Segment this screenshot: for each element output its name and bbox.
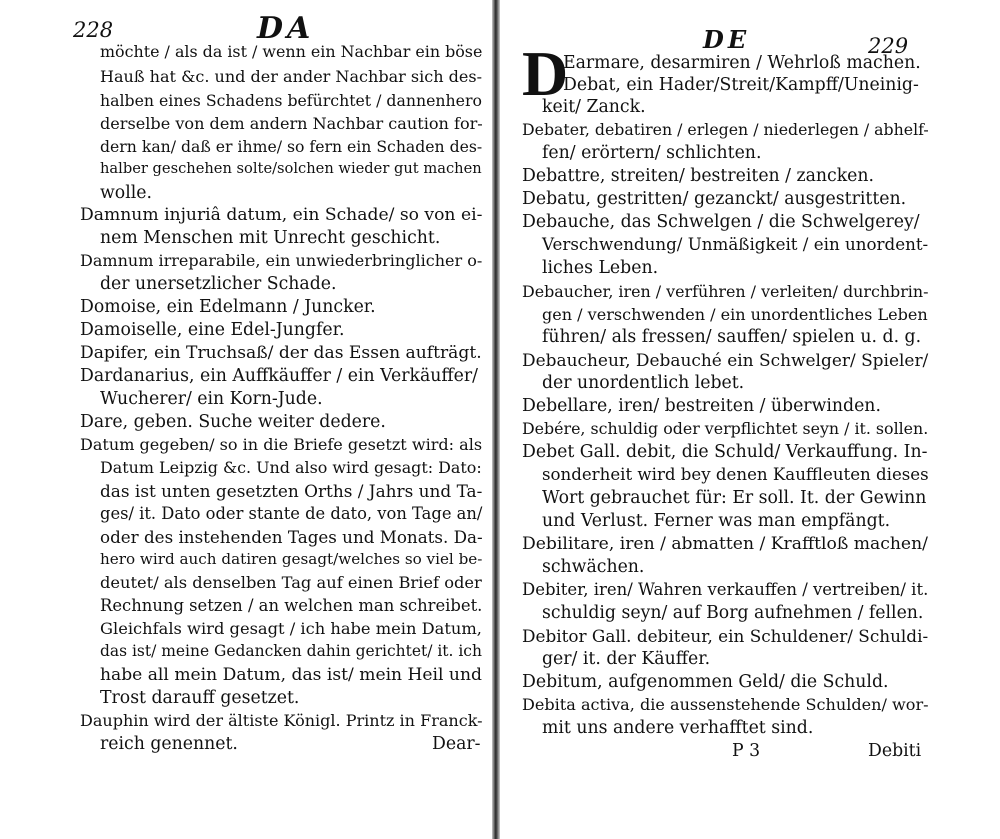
text-line: hero wird auch datiren gesagt/welches so viel be- [100,550,483,568]
text-line: Debitum, aufgenommen Geld/ die Schuld. [522,672,889,692]
text-line: fen/ erörtern/ schlichten. [542,143,762,163]
text-line: Debellare, iren/ bestreiten / überwinden. [522,396,881,416]
text-line: Debauche, das Schwelgen / die Schwelgerey/ [522,212,920,232]
text-line: ger/ it. der Käuffer. [542,649,711,669]
text-line: Debater, debatiren / erlegen / niederlegen / abhelf- [522,120,929,139]
text-line: Earmare, desarmiren / Wehrloß machen. [563,53,921,73]
text-line: das ist unten gesetzten Orths / Jahrs und Ta- [100,481,483,501]
text-line: Wort gebrauchet für: Er soll. It. der Gewinn [542,488,927,508]
signature-mark: P 3 [732,741,761,761]
text-line: Damnum injuriâ datum, ein Schade/ so von ei- [80,205,483,225]
text-line: habe all mein Datum, das ist/ mein Heil und [100,665,482,685]
text-line: Damoiselle, eine Edel-Jungfer. [80,320,345,340]
text-line: halber geschehen solte/solchen wieder gut machen [100,160,482,177]
text-line: gen / verschwenden / ein unordentliches Leben [542,305,928,324]
text-line: halben eines Schadens befürchtet / dannenhero [100,91,482,110]
text-line: und Verlust. Ferner was man empfängt. [542,511,891,531]
text-line: ges/ it. Dato oder stante de dato, von Tage an/ [100,504,483,523]
text-line: Hauß hat &c. und der ander Nachbar sich des- [100,67,483,86]
running-head-left: DA [257,11,315,46]
text-line: Domoise, ein Edelmann / Juncker. [80,297,376,317]
text-line: Trost darauff gesetzet. [100,688,300,708]
text-line: mit uns andere verhafftet sind. [542,718,814,738]
text-line: Datum gegeben/ so in die Briefe gesetzt wird: als [80,435,483,454]
text-line: Wucherer/ ein Korn-Jude. [100,389,323,409]
text-line: das ist/ meine Gedancken dahin gerichtet/ it. ich [100,642,482,660]
text-line: Debatu, gestritten/ gezanckt/ ausgestritten. [522,189,907,209]
text-line: Debiter, iren/ Wahren verkauffen / vertreiben/ it. [522,580,929,599]
text-line: Debattre, streiten/ bestreiten / zancken. [522,166,875,186]
book-gutter [492,0,500,839]
text-line: führen/ als fressen/ sauffen/ spielen u. d. g. [542,327,922,347]
text-line: Debaucheur, Debauché ein Schwelger/ Spieler/ [522,350,929,370]
page-number-right: 229 [868,34,909,58]
text-line: dern kan/ daß er ihme/ so fern ein Schaden des- [100,137,483,156]
text-line: Damnum irreparabile, ein unwiederbringlicher o- [80,251,483,270]
text-line: Dare, geben. Suche weiter dedere. [80,412,386,432]
text-line: Debat, ein Hader/Streit/Kampff/Uneinig- [563,75,919,95]
text-line: Datum Leipzig &c. Und also wird gesagt: Dato: [100,458,482,477]
text-line: der unersetzlicher Schade. [100,274,337,294]
left-page [0,0,492,839]
text-line: Debére, schuldig oder verpflichtet seyn / it. sollen. [522,419,929,438]
text-line: nem Menschen mit Unrecht geschicht. [100,228,441,248]
text-line: Gleichfals wird gesagt / ich habe mein Datum, [100,619,482,638]
text-line: schwächen. [542,557,645,577]
text-line: derselbe von dem andern Nachbar caution for- [100,114,483,133]
text-line: liches Leben. [542,258,659,278]
text-line: Debitor Gall. debiteur, ein Schuldener/ Schuldi- [522,626,929,646]
text-line: deutet/ als denselben Tag auf einen Brief oder [100,573,482,592]
drop-cap: D [522,38,569,109]
catchword-right: Debiti [868,741,922,761]
text-line: keit/ Zanck. [542,97,646,117]
text-line: wolle. [100,183,152,203]
text-line: Debilitare, iren / abmatten / Krafftloß machen/ [522,534,928,554]
text-line: reich genennet. [100,734,238,754]
text-line: Debita activa, die aussenstehende Schulden/ wor- [522,695,929,714]
text-line: Dardanarius, ein Auffkäuffer / ein Verkäuffer/ [80,366,478,386]
text-line: Verschwendung/ Unmäßigkeit / ein unordent- [542,235,929,254]
text-line: Debaucher, iren / verführen / verleiten/ durchbrin- [522,282,929,301]
right-page [500,0,1000,839]
text-line: Dapifer, ein Truchsaß/ der das Essen aufträgt. [80,343,482,363]
text-line: oder des instehenden Tages und Monats. Da- [100,527,483,547]
text-line: der unordentlich lebet. [542,373,745,393]
running-head-right: DE [703,25,751,54]
text-line: möchte / als da ist / wenn ein Nachbar ein böse [100,42,483,61]
text-line: sonderheit wird bey denen Kauffleuten dieses [542,465,929,484]
text-line: Debet Gall. debit, die Schuld/ Verkauffung. In- [522,442,928,462]
text-line: Rechnung setzen / an welchen man schreibet. [100,596,483,615]
page-number-left: 228 [73,18,114,42]
text-line: Dauphin wird der ältiste Königl. Printz in Franck- [80,711,483,730]
catchword-left: Dear- [432,734,481,754]
text-line: schuldig seyn/ auf Borg aufnehmen / fellen. [542,603,924,623]
